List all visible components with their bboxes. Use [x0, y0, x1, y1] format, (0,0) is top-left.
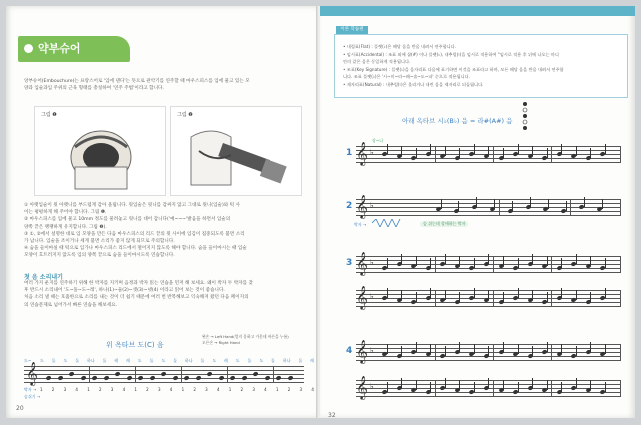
note-stem: [416, 256, 417, 266]
beat-count: 2: [193, 387, 196, 392]
flat-sign-icon: ♭: [370, 201, 374, 210]
figure-label: 그림 ❶: [41, 112, 57, 118]
note-stem: [532, 254, 533, 264]
definition-line: 니다. 조표 플랫(♭)은 '시~미~라~레~솔~도~파' 순으로 적용됩니다.: [343, 74, 470, 79]
syllable: 도: [259, 358, 264, 363]
flat-sign-icon: ♭: [370, 292, 374, 301]
note-stem: [445, 290, 446, 300]
note-stem: [503, 342, 504, 352]
beat-count: 1: [181, 387, 185, 392]
note-stem: [590, 148, 591, 158]
beat-count: 1: [40, 387, 43, 392]
beat-count: 2: [146, 387, 149, 392]
left-page: [6, 6, 318, 418]
syllable: 도: [63, 358, 68, 363]
top-band: [320, 6, 635, 16]
note-stem: [547, 256, 548, 266]
intro-paragraph: [24, 78, 309, 92]
music-note: [103, 375, 109, 380]
bar-line: [435, 290, 436, 306]
note-stem: [441, 199, 442, 209]
bar-line: [570, 199, 571, 215]
section-title: 약부슈어: [38, 42, 81, 55]
note-stem: [602, 199, 603, 209]
note-stem: [430, 258, 431, 268]
syllable: 돌: [298, 358, 303, 363]
note-stem: [547, 342, 548, 352]
note-stem: [590, 380, 591, 390]
breath-label: 숨쉬기 →: [24, 394, 41, 399]
annotation-1: 장~나: [372, 138, 384, 143]
steps-list: [24, 202, 314, 260]
note-stem: [576, 290, 577, 300]
bar-line: [273, 366, 274, 382]
beat-count: 1: [228, 387, 232, 392]
note-stem: [416, 342, 417, 352]
note-stem: [401, 378, 402, 388]
music-note: [207, 371, 213, 376]
music-staff: [356, 339, 621, 363]
note-stem: [387, 288, 388, 298]
note-stem: [474, 288, 475, 298]
sub-line: 의 연습문제로 넘어가서 빠른 연습을 해보세요.: [24, 302, 118, 308]
bar-line: [551, 380, 552, 396]
bar-line: [620, 380, 621, 396]
figure-2: [170, 106, 302, 196]
syllable: 도: [212, 358, 217, 363]
beat-count: 1: [87, 387, 90, 392]
note-stem: [518, 382, 519, 392]
note-stem: [401, 346, 402, 356]
note-stem: [590, 342, 591, 352]
beat-count: 1: [275, 387, 279, 392]
beat-count: 4: [311, 387, 314, 392]
music-note: [230, 375, 236, 380]
syllable: 돌: [247, 358, 252, 363]
bullet-icon: [24, 44, 33, 53]
definition-line: • 임시표(Accidental) : 조표 외에 샵(#) 이나 플랫(♭), 내추럴(♮)을 임시로 적용하여 "임시로 적용 후 뒤에 나오는 마디: [343, 51, 559, 57]
step-line: ④ 숨을 들이마실 때 턱으로 입가나 마우스피스 리드에서 떨어지지 않도록 해야 합니다. 숨을 들이마시는 때 입술: [24, 246, 247, 252]
row-number: 2: [346, 201, 353, 211]
note-stem: [605, 344, 606, 354]
note-stem: [512, 201, 513, 211]
note-stem: [576, 346, 577, 356]
bar-line: [89, 366, 90, 382]
syllable: 레: [223, 358, 228, 363]
syllable: 레: [126, 358, 130, 363]
definition-line: 안의 같은 음은 동일하게 적용됩니다.: [343, 59, 411, 64]
bar-line: [493, 344, 494, 360]
note-stem: [532, 378, 533, 388]
definition-line: • 조표(Key Signature) : 플랫(♭)을 음자리표 다음에 표기하면 이것을 조표라고 하며, 모든 해당 음을 반음 내려서 연주합: [343, 66, 564, 72]
row-number: 3: [346, 258, 353, 268]
definition-box: [334, 34, 628, 98]
exercise-title: 위 옥타브 도(C) 음: [106, 341, 164, 349]
annotation-2: [420, 221, 468, 227]
beat-count: 2: [98, 387, 102, 392]
syllable: 도: [40, 358, 44, 363]
syllable: 도: [137, 358, 142, 363]
syllable: 레: [114, 358, 119, 363]
music-staff: [356, 251, 621, 275]
intro-line: 양과 입술과입 주위의 근육 형태를 총칭하여 '연주 주법'이라고 합니다.: [24, 86, 164, 92]
note-stem: [401, 290, 402, 300]
bar-line: [493, 380, 494, 396]
note-stem: [576, 146, 577, 156]
music-note: [69, 371, 75, 376]
note-stem: [401, 254, 402, 264]
music-note: [276, 375, 282, 380]
bar-line: [181, 366, 182, 382]
flat-sign-icon: ♭: [370, 382, 374, 391]
beat-count: 3: [157, 387, 161, 392]
legend-right: 오른손 → Right Hand: [202, 340, 240, 345]
note-stem: [576, 378, 577, 388]
note-stem: [503, 292, 504, 302]
music-staff: [356, 375, 621, 399]
music-note: [126, 375, 132, 380]
music-note: [80, 375, 86, 380]
exercise-staff: [24, 361, 304, 385]
count-row: [24, 387, 314, 393]
syllable: 돌: [51, 358, 56, 363]
count-row-label: 박자 →: [24, 387, 37, 392]
note-stem: [488, 346, 489, 356]
syllable: 돌: [200, 358, 205, 363]
beat-count: 2: [287, 387, 291, 392]
page-number: 20: [16, 405, 24, 412]
step-line: ① 아랫입술이 윗 아랫니를 부드럽게 감아 올립니다. 윗입술은 윗니를 감싸지 않고 그대로 윗니(입술)와 턱 사: [24, 203, 240, 208]
treble-clef-icon: 𝄞: [356, 141, 368, 165]
syllable-row: [24, 358, 314, 364]
note-stem: [459, 292, 460, 302]
music-note: [57, 375, 63, 380]
treble-clef-icon: 𝄞: [356, 339, 368, 363]
mouthpiece-side-illustration: [35, 107, 165, 195]
note-stem: [445, 146, 446, 156]
note-stem: [459, 380, 460, 390]
note-stem: [459, 148, 460, 158]
treble-clef-icon: 𝄞: [356, 251, 368, 275]
note-stem: [474, 258, 475, 268]
sub-line: 처음 소리 낼 때는 호흡한으로 소리를 내는 것이 더 쉽기 때문에 여러 번 반복해보고 익숙해져 왔던 다음 페이지의: [24, 295, 249, 301]
note-stem: [488, 254, 489, 264]
intro-line: 앙부슈어(Embouchure)는 프랑스어로 '입에 댄다'는 뜻으로 관악기를 연주할 때 마우스피스를 입에 물고 있는 모: [24, 79, 250, 84]
syllable: 돌: [75, 358, 80, 363]
row-number: 1: [346, 148, 353, 158]
note-stem: [532, 146, 533, 156]
note-stem: [605, 258, 606, 268]
step-line: 양쪽 끝은 팽팽하게 유지합니다. 그림 ❷).: [24, 224, 107, 230]
bar-line: [551, 146, 552, 162]
sub-line: 여러 가지 운지를 연주하기 위해 한 박자를 지키며 음정과 박자 읽는 연습을 먼저 해 보세요. 왜이 박자 두 박자를 찾: [24, 281, 253, 286]
bar-line: [620, 256, 621, 272]
note-stem: [494, 199, 495, 209]
beat-count: 4: [169, 387, 173, 392]
note-stem: [532, 346, 533, 356]
music-note: [184, 375, 190, 380]
syllable: 돌: [102, 358, 107, 363]
note-stem: [584, 197, 585, 207]
syllable: 도: [235, 358, 240, 363]
bar-line: [551, 344, 552, 360]
beat-count: 4: [216, 387, 220, 392]
beat-count: 1: [134, 387, 137, 392]
note-stem: [474, 344, 475, 354]
music-note: [115, 371, 121, 376]
note-stem: [430, 382, 431, 392]
note-stem: [547, 292, 548, 302]
note-stem: [590, 292, 591, 302]
note-stem: [416, 292, 417, 302]
note-stem: [547, 148, 548, 158]
step-line: 모양이 흐트러지지 않도록 입의 양쪽 끝으로 숨을 들이마시도록 연습합니다.: [24, 253, 175, 259]
music-note: [218, 375, 224, 380]
note-stem: [590, 256, 591, 266]
bar-line: [435, 256, 436, 272]
note-stem: [503, 256, 504, 266]
note-stem: [474, 382, 475, 392]
note-stem: [458, 201, 459, 211]
bar-line: [493, 256, 494, 272]
note-stem: [430, 344, 431, 354]
music-note: [92, 375, 98, 380]
music-note: [195, 375, 201, 380]
note-stem: [548, 199, 549, 209]
step-line: ③ ①, ②에서 설명한 대로 입 모양을 만든 다음 마우스피스의 리드 끝의 윗 사이에 입김이 집중되도록 불면 소리: [24, 231, 245, 237]
step-line: 이는 평평하게 해 주어야 합니다. 그림 ❶.: [24, 210, 107, 216]
bar-line: [499, 199, 500, 215]
bar-line: [435, 146, 436, 162]
note-stem: [445, 378, 446, 388]
beat-count: 3: [63, 387, 67, 392]
syllable: 레: [310, 358, 314, 363]
annotation-2-text: 숨 쉬는데 할애하는 박자: [423, 221, 466, 226]
music-note: [287, 375, 293, 380]
note-stem: [430, 288, 431, 298]
step-line: 가 납니다. 입술을 조이거나 세게 불면 소리가 좋지 않게 되므로 주의합니다.: [24, 239, 175, 245]
figure-1: [34, 106, 166, 196]
syllable: 돌: [173, 358, 177, 363]
music-note: [161, 371, 167, 376]
bar-line: [551, 290, 552, 306]
definition-box-header: 이론 학습편: [336, 26, 368, 34]
note-stem: [605, 288, 606, 298]
note-stem: [561, 288, 562, 298]
note-stem: [518, 344, 519, 354]
note-stem: [401, 146, 402, 156]
syllable: 하나: [184, 358, 193, 363]
music-note: [253, 371, 259, 376]
syllable: 도: [161, 358, 166, 363]
note-stem: [416, 380, 417, 390]
legend-left: 왼손 → Left Hand(엄지 음하고 가운데 바른을 누름): [202, 334, 289, 339]
syllable-list: [40, 358, 314, 364]
count-list: [40, 387, 314, 393]
treble-clef-icon: 𝄞: [356, 285, 368, 309]
definition-line: • 내림표(Flat) : 플랫(♭)은 해당 음을 반음 내려서 연주합니다.: [343, 44, 457, 49]
music-staff: [356, 141, 621, 165]
syllable: 돌: [149, 358, 154, 363]
note-stem: [530, 197, 531, 207]
note-stem: [605, 144, 606, 154]
zigzag-mark: [372, 219, 412, 227]
page-number-right: 32: [328, 412, 336, 419]
bar-line: [620, 199, 621, 215]
treble-clef-icon: 𝄞: [26, 361, 38, 385]
note-stem: [387, 144, 388, 154]
bar-line: [435, 380, 436, 396]
music-note: [264, 375, 270, 380]
beat-count: 2: [240, 387, 244, 392]
note-stem: [605, 382, 606, 392]
subheading: 첫 음 소리내기: [24, 274, 63, 281]
beat-count: 2: [51, 387, 55, 392]
bar-line: [551, 256, 552, 272]
treble-clef-icon: 𝄞: [356, 375, 368, 399]
beat-count: 3: [299, 387, 303, 392]
beat-count: 3: [110, 387, 114, 392]
breath-label-right: 박자 →: [354, 222, 367, 227]
note-stem: [532, 290, 533, 300]
bar-line: [435, 344, 436, 360]
flat-sign-icon: ♭: [370, 258, 374, 267]
note-stem: [445, 254, 446, 264]
note-stem: [561, 258, 562, 268]
music-note: [46, 375, 52, 380]
mouthpiece-front-illustration: [171, 107, 301, 195]
syllable-row-label: 도~: [24, 358, 32, 363]
section-title-tag: [18, 36, 130, 62]
step-line: ② 마우스피스를 입에 물고 10mm 정도를 물려놓고 윗니를 대어 갑니다('예~~~'발음을 하면서 입술의: [24, 217, 231, 223]
music-note: [172, 375, 178, 380]
figure-label: 그림 ❷: [177, 112, 193, 118]
music-note: [149, 375, 155, 380]
bar-line: [135, 366, 136, 382]
note-stem: [561, 144, 562, 154]
note-stem: [476, 197, 477, 207]
music-note: [241, 375, 247, 380]
note-stem: [561, 382, 562, 392]
note-stem: [387, 258, 388, 268]
note-stem: [459, 342, 460, 352]
bar-line: [620, 344, 621, 360]
note-stem: [387, 344, 388, 354]
note-stem: [459, 256, 460, 266]
note-stem: [518, 258, 519, 268]
sub-paragraph: [24, 280, 314, 309]
row-number: 4: [346, 346, 353, 356]
note-stem: [561, 344, 562, 354]
note-stem: [503, 380, 504, 390]
syllable: 하나: [282, 358, 291, 363]
flat-sign-icon: ♭: [370, 148, 374, 157]
note-stem: [566, 201, 567, 211]
definition-list: [343, 43, 623, 88]
note-stem: [488, 290, 489, 300]
note-stem: [488, 146, 489, 156]
note-stem: [518, 288, 519, 298]
note-stem: [416, 148, 417, 158]
music-note: [138, 375, 144, 380]
note-stem: [474, 144, 475, 154]
syllable: 돌: [270, 358, 275, 363]
bar-line: [620, 146, 621, 162]
bar-line: [493, 290, 494, 306]
beat-count: 3: [252, 387, 255, 392]
note-stem: [518, 144, 519, 154]
beat-count: 4: [122, 387, 126, 392]
note-stem: [576, 254, 577, 264]
exercise-title-right: 아래 옥타브 시♭(B♭) 음 = 라#(A#) 음: [402, 117, 513, 125]
beat-count: 4: [264, 387, 267, 392]
fingering-chart-icon: [520, 100, 530, 134]
music-staff: [356, 285, 621, 309]
beat-count: 4: [75, 387, 78, 392]
music-staff: [356, 194, 621, 218]
note-stem: [488, 378, 489, 388]
definition-line: • 제자리표(Natural) : 내추럴(♮)은 올리거나 내린 음을 제자리로 되돌립니다.: [343, 81, 484, 87]
note-stem: [503, 148, 504, 158]
treble-clef-icon: 𝄞: [356, 194, 368, 218]
note-stem: [445, 346, 446, 356]
beat-count: 3: [205, 387, 208, 392]
bar-line: [227, 366, 228, 382]
syllable: 하나: [87, 358, 95, 363]
bar-line: [620, 290, 621, 306]
sub-line: 후 반드시 소리내어 '도~돌~도~레', 하나(1)~둘(2)~셋(3)~넷(4) 이라고 읽어 보는 것이 좋습니다.: [24, 288, 225, 294]
flat-sign-icon: ♭: [370, 346, 374, 355]
hand-legend: [202, 334, 289, 346]
note-stem: [547, 380, 548, 390]
bar-line: [493, 146, 494, 162]
note-stem: [387, 382, 388, 392]
note-stem: [430, 144, 431, 154]
